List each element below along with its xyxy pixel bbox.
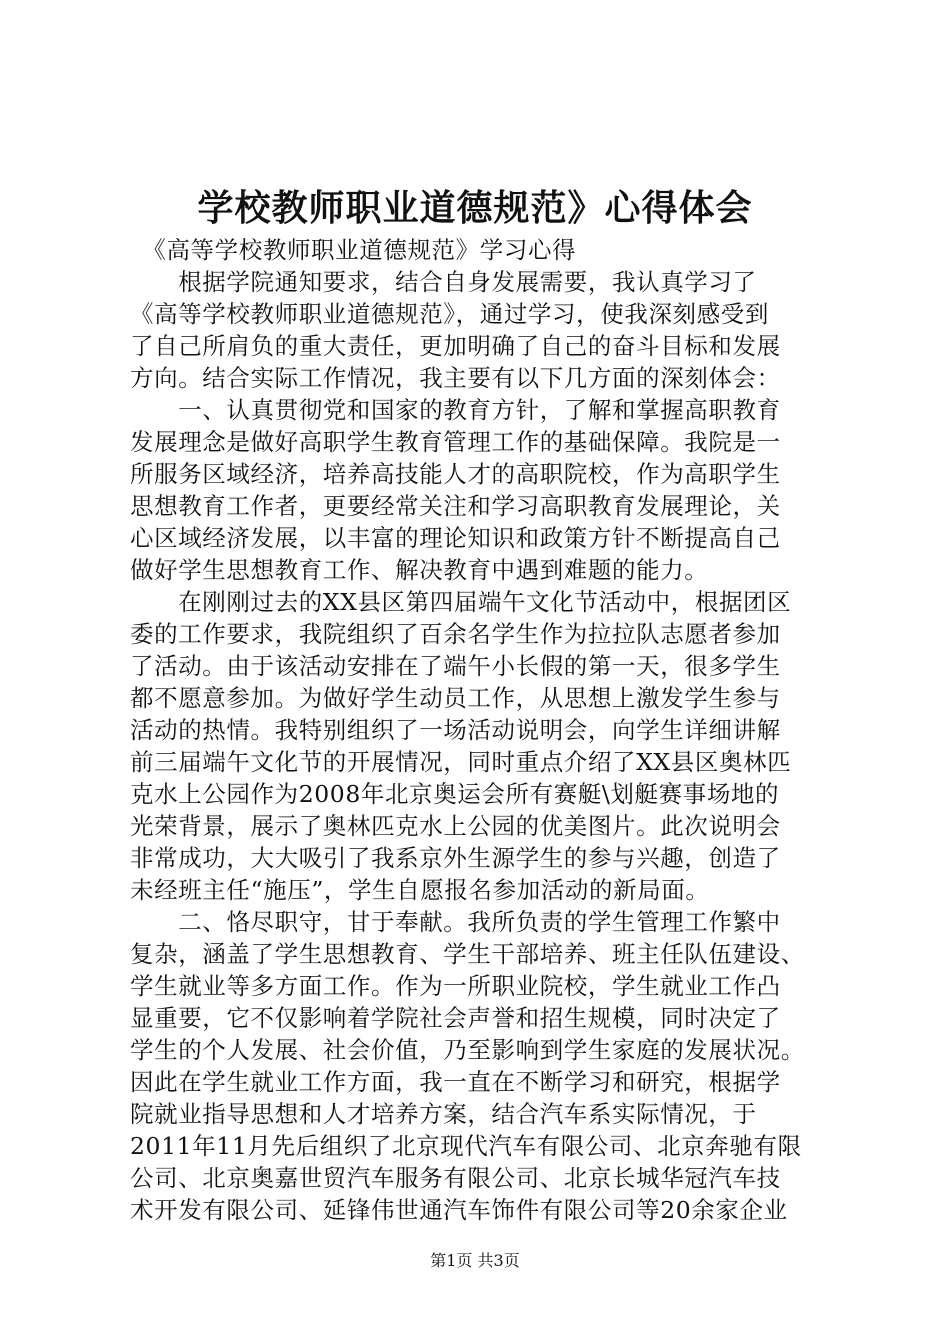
text-line: 做好学生思想教育工作、解决教育中遇到难题的能力。 xyxy=(130,556,709,584)
document-body xyxy=(130,234,860,1226)
text-line: 发展理念是做好高职学生教育管理工作的基础保障。我院是一 xyxy=(130,428,781,456)
text-line: 未经班主任“施压”，学生自愿报名参加活动的新局面。 xyxy=(130,876,710,904)
text-line: 显重要，它不仅影响着学院社会声誉和招生规模，同时决定了 xyxy=(130,1004,781,1032)
text-line: 术开发有限公司、延锋伟世通汽车饰件有限公司等20余家企业 xyxy=(130,1196,788,1224)
text-line: 思想教育工作者，更要经常关注和学习高职教育发展理论，关 xyxy=(130,492,781,520)
text-line: 一、认真贯彻党和国家的教育方针，了解和掌握高职教育 xyxy=(130,396,781,424)
page-number: 第1页 共3页 xyxy=(430,1251,520,1270)
text-line: 方向。结合实际工作情况，我主要有以下几方面的深刻体会： xyxy=(130,364,781,392)
text-line: 二、恪尽职守，甘于奉献。我所负责的学生管理工作繁中 xyxy=(130,908,781,936)
text-line: 公司、北京奥嘉世贸汽车服务有限公司、北京长城华冠汽车技 xyxy=(130,1164,781,1192)
text-line: 在刚刚过去的XX县区第四届端午文化节活动中，根据团区 xyxy=(130,588,792,616)
text-line: 委的工作要求，我院组织了百余名学生作为拉拉队志愿者参加 xyxy=(130,620,781,648)
text-line: 学生的个人发展、社会价值，乃至影响到学生家庭的发展状况。 xyxy=(130,1036,805,1064)
text-line: 非常成功，大大吸引了我系京外生源学生的参与兴趣，创造了 xyxy=(130,844,781,872)
text-line: 都不愿意参加。为做好学生动员工作，从思想上激发学生参与 xyxy=(130,684,781,712)
text-line: 了自己所肩负的重大责任，更加明确了自己的奋斗目标和发展 xyxy=(130,332,781,360)
text-line: 2011年11月先后组织了北京现代汽车有限公司、北京奔驰有限 xyxy=(130,1132,802,1160)
text-line: 《高等学校教师职业道德规范》，通过学习，使我深刻感受到 xyxy=(130,300,769,328)
text-line: 《高等学校教师职业道德规范》学习心得 xyxy=(130,236,577,264)
text-line: 克水上公园作为2008年北京奥运会所有赛艇\划艇赛事场地的 xyxy=(130,780,780,808)
text-line: 所服务区域经济，培养高技能人才的高职院校，作为高职学生 xyxy=(130,460,781,488)
text-line: 复杂，涵盖了学生思想教育、学生干部培养、班主任队伍建设、 xyxy=(130,940,805,968)
text-line: 根据学院通知要求，结合自身发展需要，我认真学习了 xyxy=(130,268,757,296)
text-line: 因此在学生就业工作方面，我一直在不断学习和研究，根据学 xyxy=(130,1068,781,1096)
text-line: 前三届端午文化节的开展情况，同时重点介绍了XX县区奥林匹 xyxy=(130,748,792,776)
text-line: 学生就业等多方面工作。作为一所职业院校，学生就业工作凸 xyxy=(130,972,781,1000)
text-line: 心区域经济发展，以丰富的理论知识和政策方针不断提高自己 xyxy=(130,524,781,552)
text-line: 了活动。由于该活动安排在了端午小长假的第一天，很多学生 xyxy=(130,652,781,680)
text-line: 活动的热情。我特别组织了一场活动说明会，向学生详细讲解 xyxy=(130,716,781,744)
text-line: 院就业指导思想和人才培养方案，结合汽车系实际情况，于 xyxy=(130,1100,757,1128)
document-title: 学校教师职业道德规范》心得体会 xyxy=(197,187,753,229)
text-line: 光荣背景，展示了奥林匹克水上公园的优美图片。此次说明会 xyxy=(130,812,781,840)
